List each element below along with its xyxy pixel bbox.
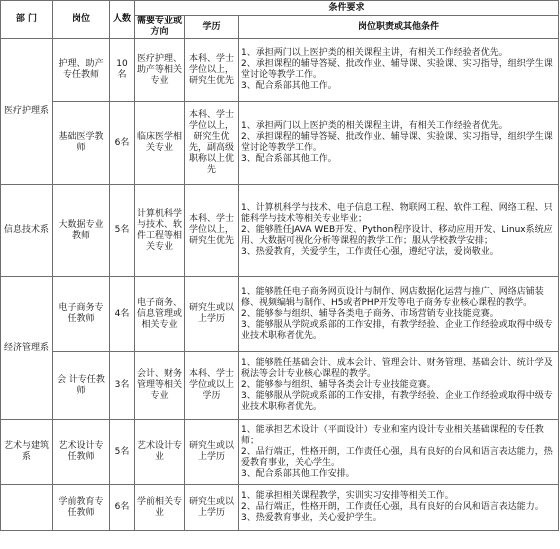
duty-line: 1、计算机科学与技术、电子信息工程、物联网工程、软件工程、网络工程、只能科学与技术等相关专业毕业； xyxy=(241,203,553,224)
duties-cell xyxy=(239,352,559,420)
header-position: 岗位 xyxy=(53,1,110,39)
duty-line: 1、能够胜任基础会计、成本会计、管理会计、财务管理、基础会计、统计学及税法等会计专业核心课程的教学。 xyxy=(241,358,553,379)
major-cell: 临床医学相关专业 xyxy=(135,102,185,185)
edu-cell: 研究生或以上学历 xyxy=(185,485,239,531)
header-major: 需要专业或方向 xyxy=(135,16,185,39)
count-cell: 4名 xyxy=(110,277,135,352)
edu-cell: 本科、学士学位以上，研究生优先 xyxy=(185,185,239,277)
count-cell: 6名 xyxy=(110,102,135,185)
duty-line: 2、品行端正，性格开朗，工作责任心强，具有良好的台风和语言表达能力，热爱教育事业，关心学生。 xyxy=(241,446,553,468)
major-cell: 会计、财务管理等相关专业 xyxy=(135,352,185,420)
major-cell: 艺术设计专业 xyxy=(135,420,185,485)
duties-cell xyxy=(239,485,559,531)
duty-line: 2、能够胜任JAVA WEB开发、Python程序设计、移动应用开发、Linux系统应用、大数据可视化分析等课程的教学工作；服从学校教学安排； xyxy=(241,225,553,246)
position-cell: 护理、助产专任教师 xyxy=(53,39,110,102)
count-cell: 5名 xyxy=(110,185,135,277)
major-cell: 学前相关专业 xyxy=(135,485,185,531)
major-cell: 医疗护理、助产等相关专业 xyxy=(135,39,185,102)
duty-line: 3、能够服从学院或系部的工作安排，有教学经验、企业工作经验或取得中级专业技术职称者优先。 xyxy=(241,391,553,412)
duty-line: 3、热爱教育事业，关心爱护学生。 xyxy=(241,513,382,523)
edu-cell: 研究生或以上学历 xyxy=(185,420,239,485)
count-cell: 10名 xyxy=(110,39,135,102)
duty-line: 2、品行端正，性格开朗，工作责任心强，具有良好的台风和语言表达能力。 xyxy=(241,502,544,512)
duty-line: 2、能够参与组织、辅导各类会计专业技能竞赛。 xyxy=(241,380,436,390)
edu-cell: 本科、学士学位以上，研究生优先，副高级职称以上优先 xyxy=(185,102,239,185)
dept-cell: 经济管理系 xyxy=(1,277,53,420)
major-cell: 计算机科学与技术、软件工程等相关专业 xyxy=(135,185,185,277)
duty-line: 3、配合系部其他工作安排。 xyxy=(241,468,355,479)
header-row-1 xyxy=(1,1,559,16)
table-row xyxy=(1,485,559,531)
dept-cell: 艺术与建筑系 xyxy=(1,420,53,485)
duties-cell xyxy=(239,185,559,277)
table-row xyxy=(1,277,559,352)
table-row xyxy=(1,102,559,185)
header-edu: 学历 xyxy=(185,16,239,39)
position-cell: 学前教育专任教师 xyxy=(53,485,110,531)
position-cell: 艺术设计专任教师 xyxy=(53,420,110,485)
header-duties: 岗位职责或其他条件 xyxy=(239,16,559,39)
position-cell: 会 计专任教师 xyxy=(53,352,110,420)
major-cell: 电子商务、信息管理或相关专业 xyxy=(135,277,185,352)
duty-line: 1、承担两门以上医护类的相关课程主讲，有相关工作经验者优先。 xyxy=(241,48,508,58)
count-cell: 6名 xyxy=(110,485,135,531)
duty-line: 2、承担课程的辅导答疑、批改作业、辅导课、实验课、实习指导，组织学生课堂讨论等教学工作。 xyxy=(241,132,553,153)
count-cell: 3名 xyxy=(110,352,135,420)
table-row xyxy=(1,185,559,277)
duty-line: 2、承担课程的辅导答疑、批改作业、辅导课、实验课、实习指导，组织学生课堂讨论等教学工作。 xyxy=(241,59,553,80)
duty-line: 1、承担两门以上医护类的相关课程主讲，有相关工作经验者优先。 xyxy=(241,121,508,131)
position-cell: 大数据专业教师 xyxy=(53,185,110,277)
duties-cell xyxy=(239,102,559,185)
duty-line: 3、能够服从学院或系部的工作安排，有教学经验、企业工作经验或取得中级专业技术职称者优先。 xyxy=(241,319,553,341)
header-dept: 部 门 xyxy=(1,1,53,39)
dept-cell-empty xyxy=(1,485,53,531)
duty-line: 1、能承担相关课程教学，实训实习安排等相关工作。 xyxy=(241,491,454,501)
edu-cell: 研究生或以上学历 xyxy=(185,277,239,352)
duty-line: 3、热爱教育，关爱学生，工作责任心强，遵纪守法，爱岗敬业。 xyxy=(241,247,499,257)
table-row xyxy=(1,39,559,102)
duty-line: 3、配合系部其他工作。 xyxy=(241,154,337,164)
duties-cell xyxy=(239,420,559,485)
dept-cell: 医疗护理系 xyxy=(1,39,53,185)
header-conditions: 条件要求 xyxy=(135,1,559,16)
duty-line: 1、能够胜任电子商务网页设计与制作、网店数据化运营与推广、网络店铺装修、视频编辑与制作、H5或者PHP开发等电子商务专业核心课程的教学。 xyxy=(241,286,544,308)
edu-cell: 本科、学士学位以上，研究生优先 xyxy=(185,39,239,102)
table-row xyxy=(1,420,559,485)
header-count: 人数 xyxy=(110,1,135,39)
edu-cell: 本科、学士学位或以上学历 xyxy=(185,352,239,420)
duty-line: 3、配合系部其他工作。 xyxy=(241,81,337,91)
table-row xyxy=(1,352,559,420)
position-cell: 基础医学教师 xyxy=(53,102,110,185)
dept-cell: 信息技术系 xyxy=(1,185,53,277)
count-cell: 5名 xyxy=(110,420,135,485)
duties-cell xyxy=(239,277,559,352)
duty-line: 1、能承担艺术设计（平面设计）专业和室内设计专业相关基础课程的专任教师； xyxy=(241,424,544,446)
duty-line: 2、能够参与组织、辅导各类电子商务、市场营销专业技能竞赛。 xyxy=(241,308,499,319)
position-cell: 电子商务专任教师 xyxy=(53,277,110,352)
duties-cell xyxy=(239,39,559,102)
